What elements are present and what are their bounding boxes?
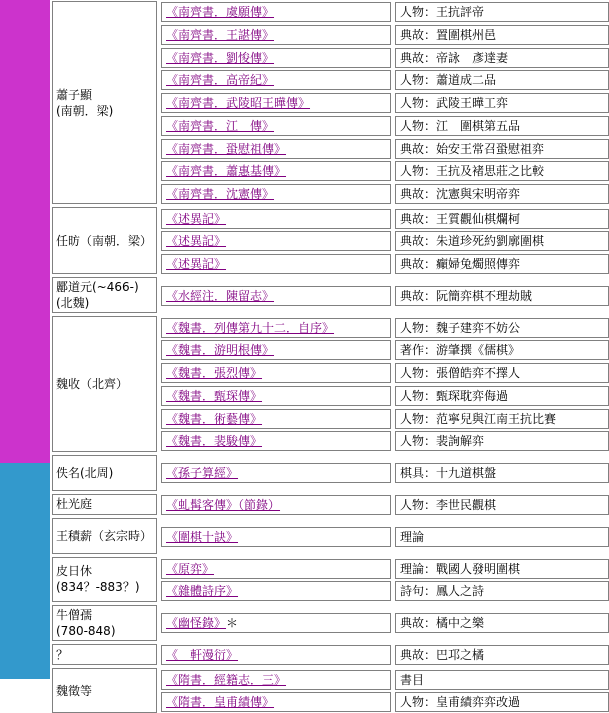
source-link[interactable]: 《 軒漫衍》 <box>166 648 239 663</box>
source-link[interactable]: 《南齊書．王諶傳》 <box>166 28 275 43</box>
note-cell: 人物：王抗及褚思莊之比較 <box>395 161 609 181</box>
author-cell <box>52 316 157 451</box>
bibliography-table <box>50 0 609 710</box>
reference-row <box>161 184 609 204</box>
source-link[interactable]: 《原弈》 <box>166 561 215 576</box>
note-cell: 書目 <box>395 670 609 690</box>
source-link[interactable]: 《魏書．術藝傳》 <box>166 411 263 426</box>
note-cell: 人物：蕭道成二品 <box>395 70 609 90</box>
author-name: 杜光庭 <box>56 497 93 512</box>
source-cell <box>161 581 391 601</box>
source-link[interactable]: 《幽怪錄》 <box>166 616 227 631</box>
source-link[interactable]: 《南齊書．武陵昭王曄傳》 <box>166 96 311 111</box>
excerpt-note[interactable]: （節錄） <box>238 497 281 512</box>
author-name: ？ <box>56 647 69 662</box>
reference-row <box>161 692 609 712</box>
author-name: 任昉（南朝．梁） <box>56 233 153 248</box>
source-link[interactable]: 《孫子算經》 <box>166 466 239 481</box>
source-cell <box>161 231 391 251</box>
reference-row <box>161 363 609 383</box>
source-link[interactable]: 《隋書．經籍志．三》 <box>166 672 287 687</box>
note-cell: 典故：橘中之樂 <box>395 613 609 633</box>
asterisk-mark: ＊ <box>226 616 239 631</box>
source-link[interactable]: 《虬髯客傳》 <box>166 497 239 512</box>
source-link[interactable]: 《魏書．列傳第九十二．自序》 <box>166 320 335 335</box>
source-link[interactable]: 《魏書．裴駿傳》 <box>166 434 263 449</box>
reference-row <box>161 463 609 483</box>
source-cell <box>161 463 391 483</box>
source-cell <box>161 93 391 113</box>
reference-row <box>161 409 609 429</box>
author-cell <box>52 605 157 641</box>
reference-row <box>161 431 609 451</box>
note-cell: 人物：武陵王曄工弈 <box>395 93 609 113</box>
reference-row <box>161 495 609 515</box>
note-cell: 典故：置圍棋州邑 <box>395 25 609 45</box>
section-stripe-tang-sui <box>0 463 50 679</box>
note-cell: 人物：范寧兒與江南王抗比賽 <box>395 409 609 429</box>
reference-row <box>161 670 609 690</box>
source-cell <box>161 386 391 406</box>
note-cell: 典故：朱道珍死約劉廓圍棋 <box>395 231 609 251</box>
source-cell <box>161 2 391 22</box>
reference-row <box>161 93 609 113</box>
author-cell <box>52 1 157 204</box>
note-cell: 典故：沈憲與宋明帝弈 <box>395 184 609 204</box>
source-cell <box>161 692 391 712</box>
source-link[interactable]: 《南齊書．高帝紀》 <box>166 73 275 88</box>
author-cell <box>52 455 157 491</box>
source-cell <box>161 670 391 690</box>
source-cell <box>161 527 391 547</box>
source-link[interactable]: 《南齊書．蕭惠基傳》 <box>166 164 287 179</box>
source-cell <box>161 139 391 159</box>
author-cell <box>52 557 157 601</box>
source-cell <box>161 25 391 45</box>
reference-row <box>161 2 609 22</box>
source-link[interactable]: 《圍棋十訣》 <box>166 529 239 544</box>
note-cell: 典故：阮簡弈棋不理劫賊 <box>395 286 609 306</box>
reference-row <box>161 70 609 90</box>
note-cell: 人物：李世民觀棋 <box>395 495 609 515</box>
source-link[interactable]: 《魏書．游明根傳》 <box>166 343 275 358</box>
source-link[interactable]: 《水經注．陳留志》 <box>166 288 275 303</box>
reference-row <box>161 581 609 601</box>
source-cell <box>161 559 391 579</box>
source-cell <box>161 645 391 665</box>
reference-row <box>161 645 609 665</box>
note-cell: 典故：巴邛之橘 <box>395 645 609 665</box>
note-cell: 人物：江 圍棋第五品 <box>395 116 609 136</box>
reference-row <box>161 286 609 306</box>
note-cell: 著作：游肇撰《儒棋》 <box>395 340 609 360</box>
source-link[interactable]: 《述異記》 <box>166 234 227 249</box>
source-cell <box>161 495 391 515</box>
reference-row <box>161 161 609 181</box>
source-cell <box>161 613 391 633</box>
note-cell: 理論 <box>395 527 609 547</box>
source-cell <box>161 161 391 181</box>
source-link[interactable]: 《南齊書．沈憲傳》 <box>166 186 275 201</box>
author-cell <box>52 494 157 516</box>
reference-row <box>161 25 609 45</box>
note-cell: 詩句：鳳人之詩 <box>395 581 609 601</box>
reference-row <box>161 527 609 547</box>
source-cell <box>161 116 391 136</box>
source-cell <box>161 286 391 306</box>
note-cell: 人物：甄琛耽弈侮過 <box>395 386 609 406</box>
author-cell <box>52 207 157 274</box>
note-cell: 典故：王質觀仙棋爛柯 <box>395 209 609 229</box>
source-link[interactable]: 《雜體詩序》 <box>166 584 239 599</box>
reference-row <box>161 559 609 579</box>
source-link[interactable]: 《魏書．甄琛傳》 <box>166 388 263 403</box>
source-link[interactable]: 《隋書．皇甫績傳》 <box>166 695 275 710</box>
source-cell <box>161 70 391 90</box>
source-cell <box>161 254 391 274</box>
source-cell <box>161 363 391 383</box>
author-name: 蕭子顯 (南朝．梁) <box>56 87 114 118</box>
author-name: 魏收（北齊） <box>56 376 129 391</box>
author-cell <box>52 277 157 313</box>
source-cell <box>161 340 391 360</box>
reference-row <box>161 48 609 68</box>
reference-row <box>161 254 609 274</box>
section-stripe-northern-southern <box>0 0 50 463</box>
source-link[interactable]: 《魏書．張烈傳》 <box>166 366 263 381</box>
note-cell: 人物：王抗評帝 <box>395 2 609 22</box>
reference-row <box>161 340 609 360</box>
source-link[interactable]: 《述異記》 <box>166 257 227 272</box>
note-cell: 人物：張僧皓弈不擇人 <box>395 363 609 383</box>
note-cell: 人物：魏子建弈不妨公 <box>395 318 609 338</box>
reference-row <box>161 318 609 338</box>
note-cell: 典故：始安王常召蛩慰祖弈 <box>395 139 609 159</box>
source-link[interactable]: 《南齊書．虞願傳》 <box>166 5 275 20</box>
note-cell: 人物：裴詢解弈 <box>395 431 609 451</box>
source-cell <box>161 431 391 451</box>
note-cell: 典故：癲婦兔燭照傳弈 <box>395 254 609 274</box>
reference-row <box>161 209 609 229</box>
source-cell <box>161 184 391 204</box>
source-cell <box>161 409 391 429</box>
note-cell: 典故：帝詠 彥達妻 <box>395 48 609 68</box>
source-cell <box>161 318 391 338</box>
source-link[interactable]: 《南齊書．江 傳》 <box>166 118 275 133</box>
note-cell: 人物：皇甫績弈弈改過 <box>395 692 609 712</box>
note-cell: 棋具：十九道棋盤 <box>395 463 609 483</box>
reference-row <box>161 231 609 251</box>
author-cell <box>52 518 157 554</box>
source-cell <box>161 48 391 68</box>
source-link[interactable]: 《述異記》 <box>166 211 227 226</box>
source-link[interactable]: 《南齊書．蛩慰祖傳》 <box>166 141 287 156</box>
author-name: 皮日休 (834？-883？) <box>56 564 140 595</box>
author-name: 王積薪（玄宗時） <box>56 529 153 544</box>
author-cell <box>52 644 157 666</box>
reference-row <box>161 386 609 406</box>
reference-row <box>161 139 609 159</box>
author-name: 酈道元(~466-) (北魏) <box>56 280 139 311</box>
note-cell: 理論：戰國人發明圍棋 <box>395 559 609 579</box>
author-name: 牛僧孺 (780-848) <box>56 607 116 638</box>
reference-row <box>161 116 609 136</box>
author-name: 魏徵等 <box>56 683 93 698</box>
source-link[interactable]: 《南齊書．劉悛傳》 <box>166 50 275 65</box>
author-cell <box>52 668 157 712</box>
reference-row <box>161 613 609 633</box>
source-cell <box>161 209 391 229</box>
author-name: 佚名(北周) <box>56 465 114 480</box>
